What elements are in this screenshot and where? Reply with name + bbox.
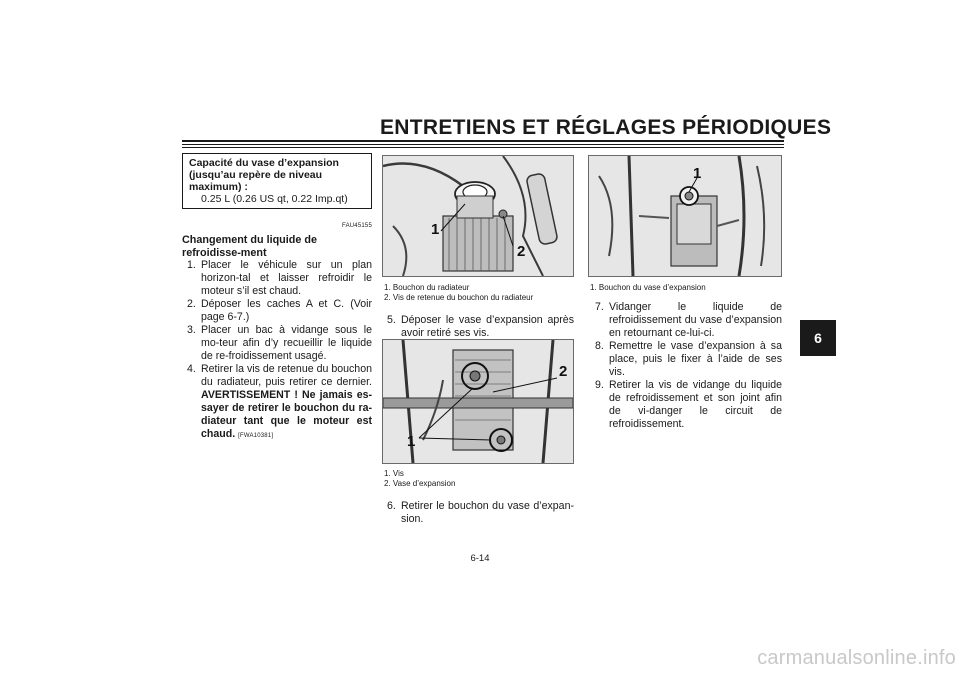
step-text: Remettre le vase d’expansion à sa place, puis le fixer à l’aide de ses vis. xyxy=(609,340,782,378)
caption-line: 2. Vase d’expansion xyxy=(384,479,456,488)
list-item xyxy=(590,340,782,379)
callout-label: 2 xyxy=(517,243,526,260)
step-number: 6. xyxy=(387,500,396,512)
step-number: 2. xyxy=(187,298,196,310)
step-number: 1. xyxy=(187,259,196,271)
header-rule xyxy=(182,144,784,145)
callout-label: 1 xyxy=(431,221,440,238)
list-item xyxy=(382,314,574,340)
figure-caption xyxy=(384,283,584,303)
steps-list xyxy=(182,259,372,443)
warning-code: [FWA10381] xyxy=(238,433,274,439)
step-text: Placer un bac à vidange sous le mo-teur afin d’y recueillir le liquide de re-froidissement usagé. xyxy=(201,324,372,362)
figure-radiator-cap-illustration xyxy=(383,156,573,276)
steps-list xyxy=(590,301,782,431)
step-text: Retirer la vis de retenue du bouchon du radiateur, puis retirer ce dernier. xyxy=(201,363,372,388)
list-item xyxy=(182,259,372,298)
step-text: Déposer le vase d’expansion après avoir retiré ses vis. xyxy=(401,314,574,339)
list-item xyxy=(182,324,372,363)
capacity-value: 0.25 L (0.26 US qt, 0.22 Imp.qt) xyxy=(201,193,348,205)
caption-line: 2. Vis de retenue du bouchon du radiateur xyxy=(384,293,534,302)
capacity-box xyxy=(182,153,372,209)
caption-line: 1. Bouchon du vase d’expansion xyxy=(590,283,706,292)
figure-expansion-tank-screws xyxy=(382,339,574,464)
step-number: 3. xyxy=(187,324,196,336)
watermark: carmanualsonline.info xyxy=(757,647,956,669)
step-number: 5. xyxy=(387,314,396,326)
list-item xyxy=(590,379,782,431)
capacity-heading: Capacité du vase d’expansion (jusqu’au repère de niveau maximum) : xyxy=(189,157,339,193)
callout-label: 1 xyxy=(407,433,416,450)
caption-line: 1. Vis xyxy=(384,469,404,478)
column-2-steps-lower xyxy=(382,500,574,526)
callout-label: 2 xyxy=(559,363,568,380)
steps-list xyxy=(382,314,574,340)
header-rule xyxy=(182,140,784,142)
column-3-steps xyxy=(590,301,782,431)
callout-label: 1 xyxy=(693,165,702,182)
list-item xyxy=(590,301,782,340)
figure-caption xyxy=(590,283,790,293)
column-2-steps xyxy=(382,314,574,340)
step-number: 9. xyxy=(595,379,604,391)
steps-list xyxy=(382,500,574,526)
chapter-tab: 6 xyxy=(800,320,836,356)
caption-line: 1. Bouchon du radiateur xyxy=(384,283,470,292)
step-text: Déposer les caches A et C. (Voir page 6-7.) xyxy=(201,298,372,323)
figure-expansion-tank-cap-illustration xyxy=(589,156,781,276)
step-number: 4. xyxy=(187,363,196,375)
step-text: Retirer le bouchon du vase d’expan-sion. xyxy=(401,500,574,525)
figure-radiator-cap xyxy=(382,155,574,277)
column-1 xyxy=(182,220,372,443)
step-text: Retirer la vis de vidange du liquide de refroidissement et son joint afin de vi-danger le circuit de refroidissement. xyxy=(609,379,782,430)
section-heading: Changement du liquide de refroidisse-ment xyxy=(182,234,317,259)
step-text: Vidanger le liquide de refroidissement du vase d’expansion en retournant ce-lui-ci. xyxy=(609,301,782,339)
list-item xyxy=(382,500,574,526)
step-text: Placer le véhicule sur un plan horizon-tal et laisser refroidir le moteur s’il est chaud. xyxy=(201,259,372,297)
warning-text: AVERTISSEMENT ! Ne jamais es-sayer de retirer le bouchon du ra-diateur tant que le moteur est chaud. xyxy=(201,389,372,440)
page-number: 6-14 xyxy=(470,553,490,564)
figure-caption xyxy=(384,469,584,489)
header-rule xyxy=(182,147,784,148)
list-item xyxy=(182,298,372,324)
page-title: ENTRETIENS ET RÉGLAGES PÉRIODIQUES xyxy=(380,116,832,139)
step-number: 8. xyxy=(595,340,604,352)
step-number: 7. xyxy=(595,301,604,313)
list-item xyxy=(182,363,372,443)
figure-expansion-tank-illustration xyxy=(383,340,573,463)
figure-expansion-tank-cap xyxy=(588,155,782,277)
section-code: FAU45155 xyxy=(342,223,372,229)
